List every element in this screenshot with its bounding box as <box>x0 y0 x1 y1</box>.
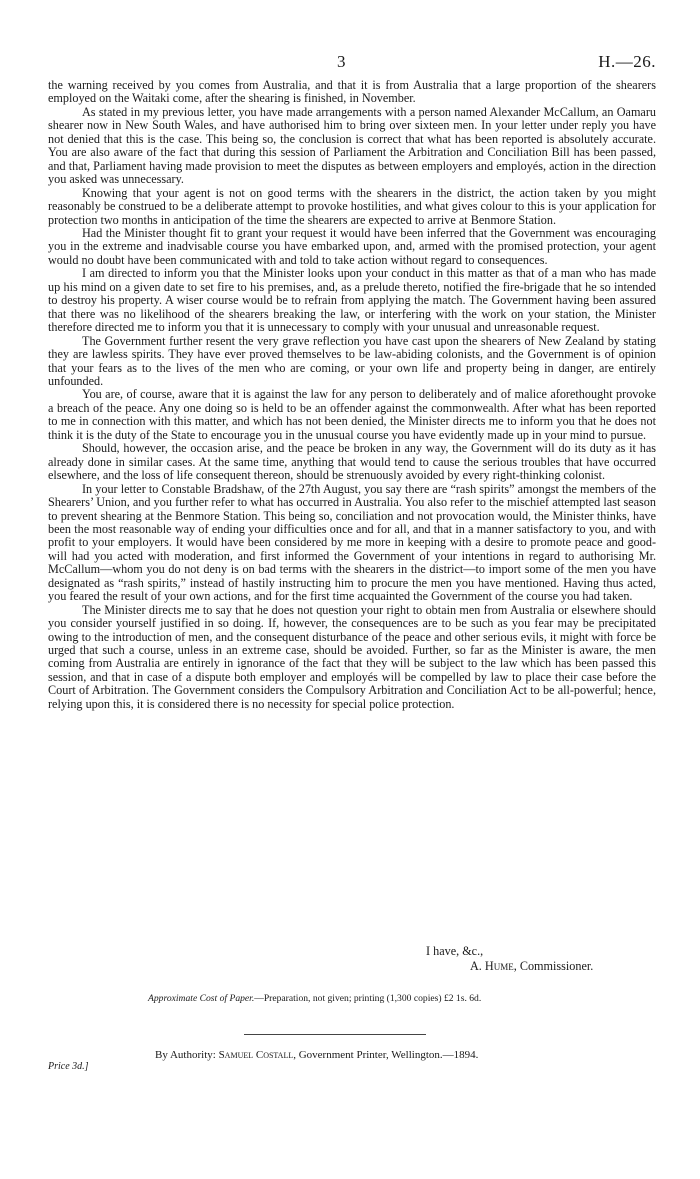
signature-initial: A. <box>470 959 485 973</box>
signature <box>470 959 593 974</box>
cost-note-text: —Preparation, not given; printing (1,300 copies) £2 1s. 6d. <box>254 993 482 1004</box>
paragraph: Should, however, the occasion arise, and the peace be broken in any way, the Government will do its duty as it has already done in similar cases. At the same time, anything that would tend to cause the serious troubles that have occurred elsewhere, and the loss of life consequent thereon, should be strenuously avoided by every right-thinking colonist. <box>48 441 656 483</box>
footer-divider <box>244 1034 426 1035</box>
signature-title: , Commissioner. <box>513 959 594 973</box>
paragraph: Knowing that your agent is not on good terms with the shearers in the district, the action taken by you might reasonably be construed to be a deliberate attempt to provoke hostilities, and what gives colour to this is your application for protection two months in anticipation of the time the shearers are expected to arrive at Benmore Station. <box>48 185 656 227</box>
imprint-suffix: , Government Printer, Wellington.—1894. <box>293 1049 479 1061</box>
paragraph: In your letter to Constable Bradshaw, of the 27th August, you say there are “rash spirits” amongst the members of the Shearers’ Union, and you further refer to what has occurred in Australia. You also refer to the mischief attempted last season to prevent shearing at the Benmore Station. This being so, conciliation and not provocation would, the Minister thinks, have been the most reasonable way of ending your difficulties once and for all, and that in a manner satisfactory to you, and with profit to your employers. It would have been considered by me more in keeping with a desire to promote peace and good-will had you acted with moderation, and first informed the Government of your intentions in regard to authorising Mr. McCallum—whom you do not deny is on bad terms with the shearers in the district—to import some of the men you have designated as “rash spirits,” instead of hastily instructing him to procure the men you have mentioned. Having thus acted, you feared the result of your own actions, and for the first time acquainted the Government of the course you had taken. <box>48 481 656 604</box>
paragraph: You are, of course, aware that it is against the law for any person to deliberately and of malice aforethought provoke a breach of the peace. Any one doing so is held to be an offender against the commonwealth. After what has been reported to me in connection with this matter, and which has not been denied, the Minister directs me to inform you that he does not think it is the duty of the State to encourage you in the unusual course you have evidently made up in your mind to pursue. <box>48 387 656 442</box>
paragraph: Had the Minister thought fit to grant your request it would have been inferred that the Government was encouraging you in the extreme and inadvisable course you have embarked upon, and, armed with the promised protection, your agent would no doubt have been communicated with and told to take action without regard to consequences. <box>48 225 656 267</box>
printer-imprint <box>155 1049 478 1061</box>
imprint-prefix: By Authority: <box>155 1049 219 1061</box>
price-note: Price 3d.] <box>48 1061 89 1072</box>
cost-note <box>148 993 481 1004</box>
paragraph: The Government further resent the very grave reflection you have cast upon the shearers of New Zealand by stating they are lawless spirits. They have ever proved themselves to be law-abiding colonists, and the Government is of opinion that your fears as to the lives of the men who are coming, or your own life and property being in danger, are entirely unfounded. <box>48 333 656 388</box>
paragraph: As stated in my previous letter, you have made arrangements with a person named Alexander McCallum, an Oamaru shearer now in New South Wales, and have authorised him to bring over sixteen men. In your letter under reply you have not denied that this is the case. This being so, the conclusion is correct that what has been reported is absolutely accurate. You are also aware of the fact that during this session of Parliament the Arbitration and Conciliation Bill has been passed, and that, Parliament having made provision to meet the disputes as between employers and employés, action in the direction you asked was unnecessary. <box>48 104 656 187</box>
document-reference: H.—26. <box>598 52 656 71</box>
signature-name: Hume <box>484 959 514 973</box>
cost-note-label: Approximate Cost of Paper. <box>148 993 255 1004</box>
printer-name: Samuel Costall <box>218 1049 294 1061</box>
salutation: I have, &c., <box>426 944 484 958</box>
letter-body <box>48 79 656 711</box>
paragraph: The Minister directs me to say that he does not question your right to obtain men from Australia or elsewhere should you consider yourself justified in so doing. If, however, the consequences are to be such as you fear may be precipitated owing to the introduction of men, and the consequent disturbance of the peace and other serious evils, it might with force be urged that such a course, unless in an extreme case, should be avoided. Further, so far as the Minister is aware, the men coming from Australia are entirely in ignorance of the fact that they will be subject to the law which has been passed this session, and that in case of a dispute both employer and employés will be compelled by law to place their case before the Court of Arbitration. The Government considers the Compulsory Arbitration and Conciliation Act to be all-powerful; hence, relying upon this, it is considered there is no necessity for special police protection. <box>48 602 656 711</box>
paragraph: I am directed to inform you that the Minister looks upon your conduct in this matter as that of a man who has made up his mind on a given date to set fire to his premises, and, as a prelude thereto, notified the fire-brigade that he so intended to destroy his property. A wiser course would be to refrain from applying the match. The Government having been assured that there was no likelihood of the shearers breaking the law, or interfering with the work on your station, the Minister therefore directed me to inform you that it is unnecessary to comply with your unusual and unreasonable request. <box>48 266 656 335</box>
page-number: 3 <box>337 52 346 71</box>
paragraph: the warning received by you comes from Australia, and that it is from Australia that a large proportion of the shearers employed on the Waitaki come, after the shearing is finished, in November. <box>48 78 656 106</box>
